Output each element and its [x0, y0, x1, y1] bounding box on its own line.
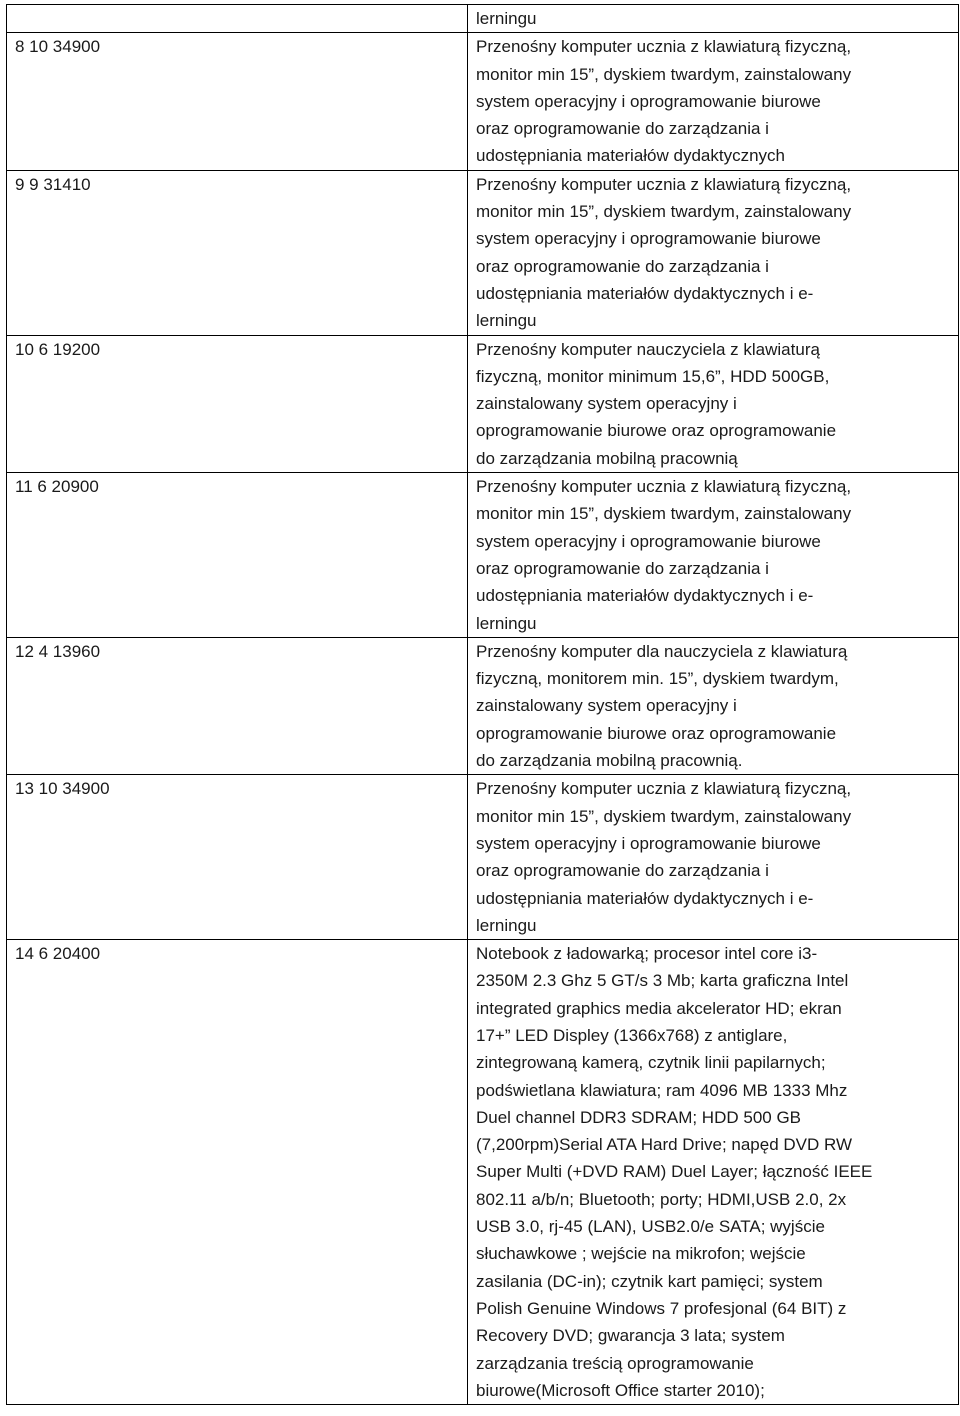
- row-numbers-cell: 9 9 31410: [7, 170, 468, 335]
- row-numbers-cell: 13 10 34900: [7, 775, 468, 940]
- row-numbers-cell: 14 6 20400: [7, 940, 468, 1405]
- table-row: [7, 473, 959, 638]
- row-description-cell: Przenośny komputer ucznia z klawiaturą fizyczną, monitor min 15”, dyskiem twardym, zainstalowany system operacyjny i oprogramowanie biurowe oraz oprogramowanie do zarządzania i udostępniania materiałów dydaktycznych i e- lerningu: [468, 473, 959, 638]
- row-numbers-cell: 10 6 19200: [7, 335, 468, 472]
- row-description-cell: lerningu: [468, 5, 959, 33]
- table-row: [7, 637, 959, 774]
- row-numbers-cell: 8 10 34900: [7, 33, 468, 170]
- table-row: [7, 33, 959, 170]
- table-row: [7, 775, 959, 940]
- row-description-cell: Przenośny komputer dla nauczyciela z klawiaturą fizyczną, monitorem min. 15”, dyskiem twardym, zainstalowany system operacyjny i oprogramowanie biurowe oraz oprogramowanie do zarządzania mobilną pracownią.: [468, 637, 959, 774]
- row-numbers-cell: 12 4 13960: [7, 637, 468, 774]
- table-row: [7, 940, 959, 1405]
- table-row: [7, 5, 959, 33]
- row-description-cell: Przenośny komputer ucznia z klawiaturą fizyczną, monitor min 15”, dyskiem twardym, zainstalowany system operacyjny i oprogramowanie biurowe oraz oprogramowanie do zarządzania i udostępniania materiałów dydaktycznych i e- lerningu: [468, 775, 959, 940]
- row-description-cell: Notebook z ładowarką; procesor intel core i3- 2350M 2.3 Ghz 5 GT/s 3 Mb; karta graficzna Intel integrated graphics media akcelerator HD; ekran 17+” LED Displey (1366x768) z antiglare, zintegrowaną kamerą, czytnik linii papilarnych; podświetlana klawiatura; ram 4096 MB 1333 Mhz Duel channel DDR3 SDRAM; HDD 500 GB (7,200rpm)Serial ATA Hard Drive; napęd DVD RW Super Multi (+DVD RAM) Duel Layer; łączność IEEE 802.11 a/b/n; Bluetooth; porty; HDMI,USB 2.0, 2x USB 3.0, rj-45 (LAN), USB2.0/e SATA; wyjście słuchawkowe ; wejście na mikrofon; wejście zasilania (DC-in); czytnik kart pamięci; system Polish Genuine Windows 7 profesjonal (64 BIT) z Recovery DVD; gwarancja 3 lata; system zarządzania treścią oprogramowanie biurowe(Microsoft Office starter 2010);: [468, 940, 959, 1405]
- table-row: [7, 170, 959, 335]
- row-numbers-cell: 11 6 20900: [7, 473, 468, 638]
- row-description-cell: Przenośny komputer ucznia z klawiaturą fizyczną, monitor min 15”, dyskiem twardym, zainstalowany system operacyjny i oprogramowanie biurowe oraz oprogramowanie do zarządzania i udostępniania materiałów dydaktycznych: [468, 33, 959, 170]
- equipment-spec-table: [6, 4, 959, 1405]
- document-page: [6, 4, 950, 1405]
- row-numbers-cell: [7, 5, 468, 33]
- table-row: [7, 335, 959, 472]
- row-description-cell: Przenośny komputer nauczyciela z klawiaturą fizyczną, monitor minimum 15,6”, HDD 500GB, zainstalowany system operacyjny i oprogramowanie biurowe oraz oprogramowanie do zarządzania mobilną pracownią: [468, 335, 959, 472]
- row-description-cell: Przenośny komputer ucznia z klawiaturą fizyczną, monitor min 15”, dyskiem twardym, zainstalowany system operacyjny i oprogramowanie biurowe oraz oprogramowanie do zarządzania i udostępniania materiałów dydaktycznych i e- lerningu: [468, 170, 959, 335]
